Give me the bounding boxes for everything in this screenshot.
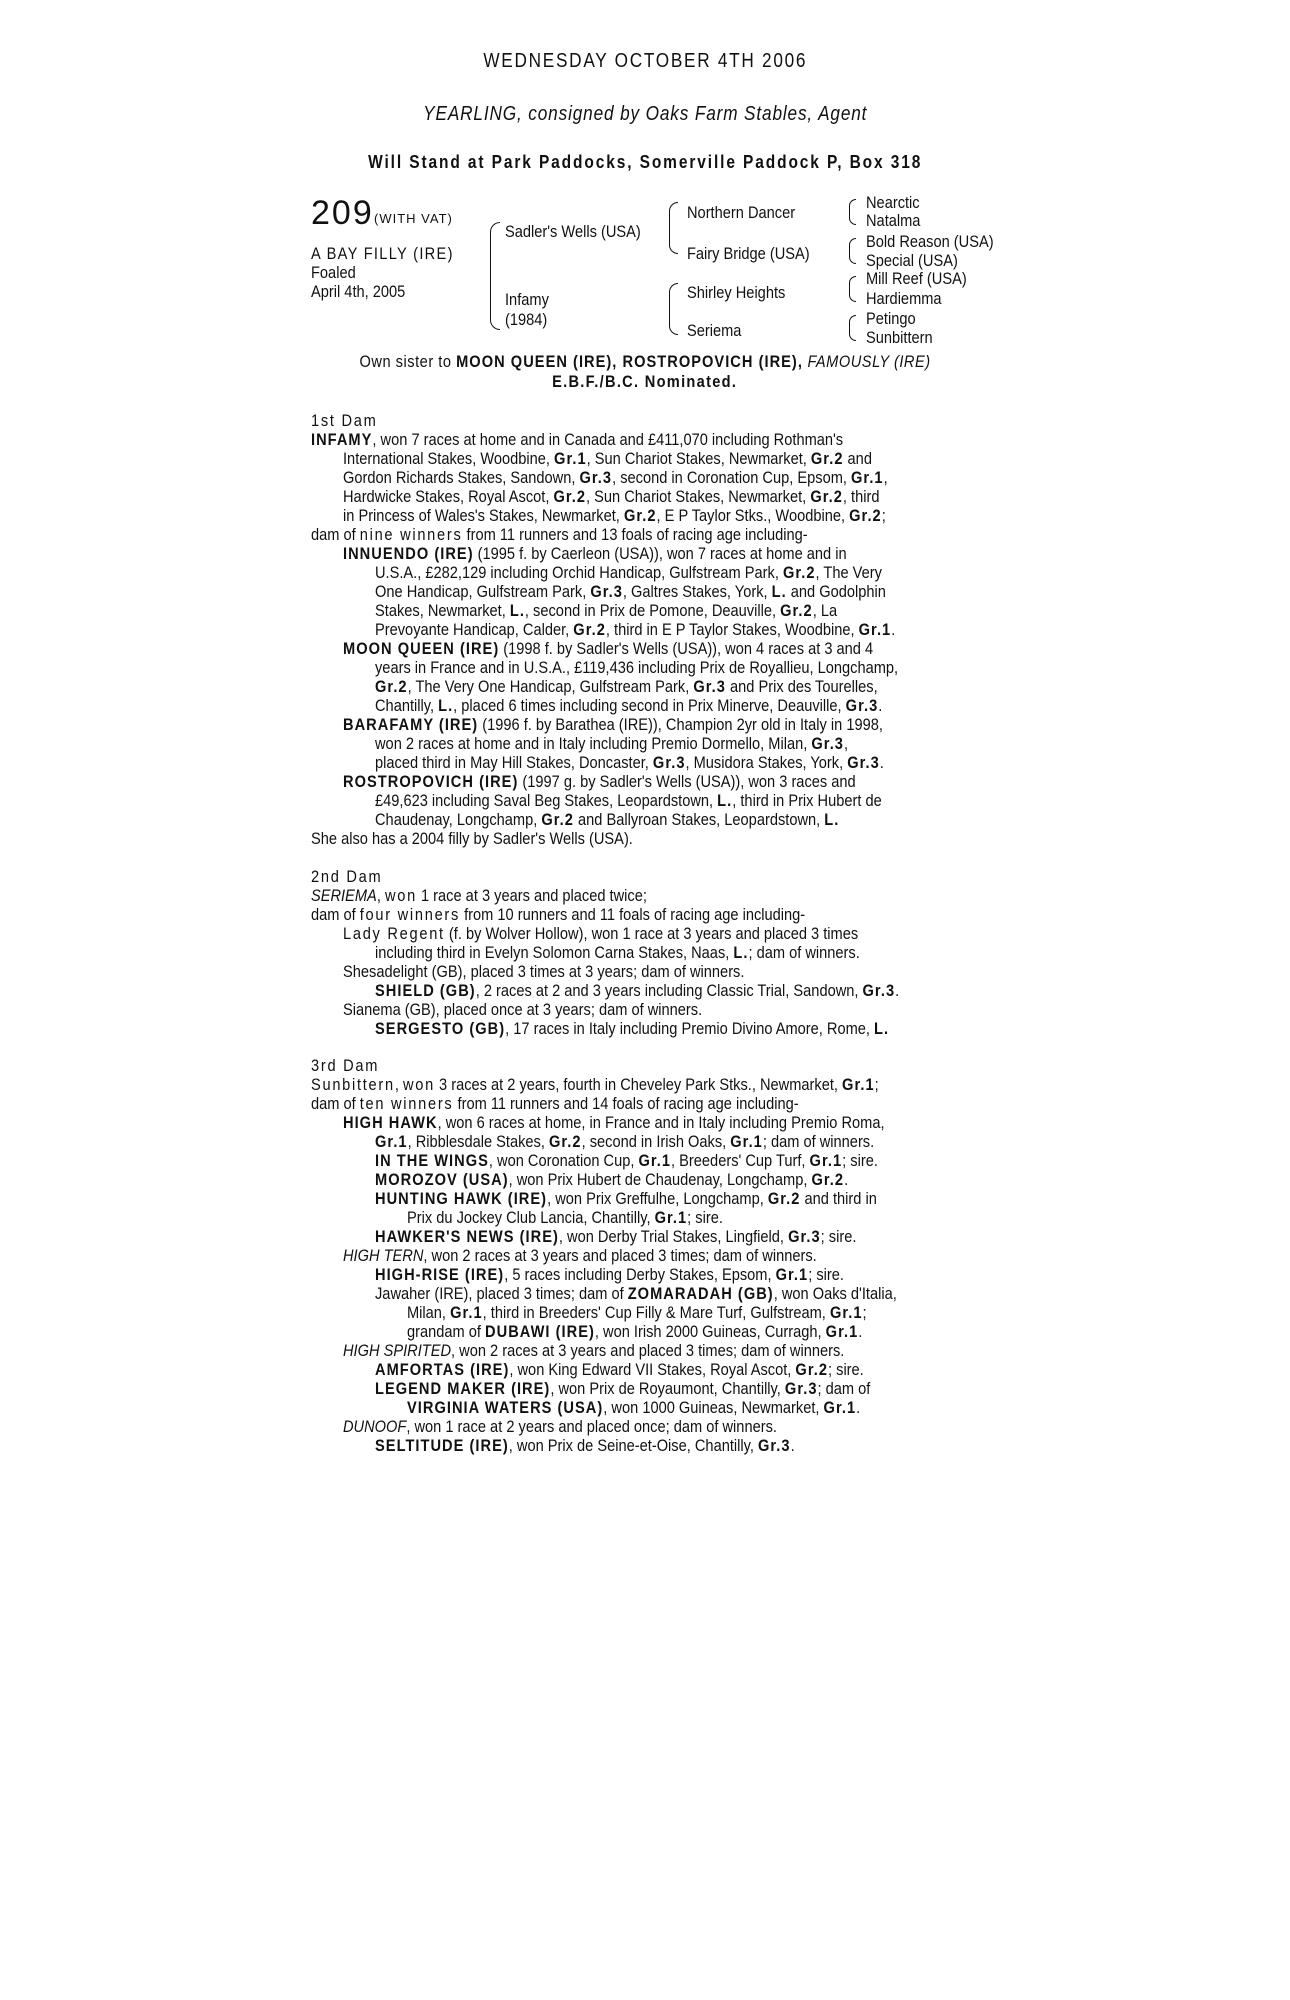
text-segment: . (856, 1398, 861, 1417)
text-segment: Gr.3 (788, 1227, 821, 1246)
text-segment: , Musidora Stakes, York, (685, 753, 848, 772)
ancestor-nearctic: Nearctic (866, 193, 920, 212)
text-segment: , won 1 race at 2 years and placed once; dam of winners. (406, 1417, 777, 1436)
text-segment: £49,623 including Saval Beg Stakes, Leopardstown, (375, 791, 718, 810)
pedigree-text-line (375, 582, 886, 601)
text-segment: L. (771, 582, 787, 601)
pedigree-text-line (311, 829, 633, 848)
dam-dam-name: Seriema (687, 321, 742, 340)
ancestor-special: Special (USA) (866, 251, 958, 270)
text-segment: . (844, 1170, 849, 1189)
text-segment: years in France and in U.S.A., £119,436 including Prix de Royallieu, Longchamp, (375, 658, 899, 677)
text-segment: SERIEMA (311, 886, 377, 905)
text-segment: . (879, 753, 884, 772)
text-segment: Sianema (GB), placed once at 3 years; dam of winners. (343, 1000, 703, 1019)
pedigree-text-line (375, 1132, 874, 1151)
text-segment: Shesadelight (GB), placed 3 times at 3 years; dam of winners. (343, 962, 745, 981)
text-segment: ; (874, 1075, 879, 1094)
text-segment: , Sun Chariot Stakes, Newmarket, (586, 449, 811, 468)
text-segment: won (384, 886, 417, 905)
text-segment: Gr.3 (652, 753, 686, 772)
text-segment: placed third in May Hill Stakes, Doncaster, (375, 753, 653, 772)
text-segment: Gr.1 (654, 1208, 688, 1227)
text-segment: , placed 6 times including second in Prix Minerve, Deauville, (453, 696, 846, 715)
text-segment: Gordon Richards Stakes, Sandown, (343, 468, 580, 487)
text-segment: Gr.3 (845, 696, 879, 715)
text-segment: dam of (311, 525, 360, 544)
pedigree-text-line (375, 1265, 844, 1284)
text-segment: Gr.3 (757, 1436, 791, 1455)
own-sister-note: Own sister to MOON QUEEN (IRE), ROSTROPOVICH (IRE), FAMOUSLY (IRE) (359, 352, 931, 371)
text-segment: , 17 races in Italy including Premio Divino Amore, Rome, (505, 1019, 875, 1038)
text-segment: Gr.2 (810, 449, 844, 468)
text-segment: MOROZOV (USA) (375, 1170, 509, 1189)
text-segment: nine winners (359, 525, 463, 544)
pedigree-text-line (343, 487, 879, 506)
text-segment: , won 7 races at home and in Canada and £411,070 including Rothman's (372, 430, 844, 449)
text-segment: , (883, 468, 888, 487)
text-segment: . (895, 981, 900, 1000)
pedigree-text-line (311, 905, 805, 924)
text-segment: Sunbittern (311, 1075, 395, 1094)
text-segment: Gr.1 (825, 1322, 859, 1341)
text-segment: U.S.A., £282,129 including Orchid Handicap, Gulfstream Park, (375, 563, 783, 582)
text-segment: , third in Breeders' Cup Filly & Mare Turf, Gulfstream, (482, 1303, 830, 1322)
grand-bracket-2 (849, 238, 856, 264)
pedigree-text-line (375, 677, 878, 696)
text-segment: Gr.1 (375, 1132, 408, 1151)
text-segment: (f. by Wolver Hollow), won 1 race at 3 years and placed 3 times (444, 924, 859, 943)
text-segment: She also has a 2004 filly by Sadler's Wells (USA). (311, 829, 633, 848)
ancestor-petingo: Petingo (866, 309, 916, 328)
text-segment: International Stakes, Woodbine, (343, 449, 555, 468)
text-segment: (1996 f. by Barathea (IRE)), Champion 2yr old in Italy in 1998, (478, 715, 883, 734)
text-segment: SHIELD (GB) (375, 981, 476, 1000)
ancestor-hardiemma: Hardiemma (866, 289, 942, 308)
text-segment: VIRGINIA WATERS (USA) (407, 1398, 604, 1417)
text-segment: ten winners (359, 1094, 454, 1113)
text-segment: Prevoyante Handicap, Calder, (375, 620, 574, 639)
pedigree-text-line (343, 1246, 817, 1265)
pedigree-text-line (375, 734, 848, 753)
text-segment: Gr.2 (849, 506, 882, 525)
pedigree-text-line (375, 620, 895, 639)
text-segment: , La (812, 601, 838, 620)
foaled-date: April 4th, 2005 (311, 282, 406, 301)
text-segment: Hardwicke Stakes, Royal Ascot, (343, 487, 554, 506)
pedigree-text-line (375, 563, 882, 582)
text-segment: dam of (311, 1094, 360, 1113)
text-segment: and (843, 449, 872, 468)
first-dam-heading: 1st Dam (311, 411, 378, 430)
text-segment: , third in Prix Hubert de (732, 791, 882, 810)
text-segment: HIGH TERN (343, 1246, 424, 1265)
pedigree-text-line (343, 1417, 777, 1436)
text-segment: Gr.1 (823, 1398, 857, 1417)
text-segment: Gr.1 (450, 1303, 483, 1322)
pedigree-text-line (311, 1075, 879, 1094)
pedigree-text-line (375, 1284, 897, 1303)
text-segment: Gr.2 (782, 563, 816, 582)
sire-sire-name: Northern Dancer (687, 203, 796, 222)
text-segment: , second in Irish Oaks, (581, 1132, 731, 1151)
nomination-note: E.B.F./B.C. Nominated. (552, 372, 738, 391)
text-segment: BARAFAMY (IRE) (343, 715, 479, 734)
text-segment: Gr.1 (730, 1132, 763, 1151)
text-segment: Gr.1 (842, 1075, 875, 1094)
text-segment: , (843, 734, 849, 753)
text-segment: won (402, 1075, 435, 1094)
text-segment: (1995 f. by Caerleon (USA)), won 7 races at home and in (473, 544, 847, 563)
text-segment: Jawaher (IRE), placed 3 times; dam of (375, 1284, 628, 1303)
dam-bracket (669, 283, 678, 335)
text-segment: Gr.3 (579, 468, 613, 487)
text-segment: , won Prix Greffulhe, Longchamp, (547, 1189, 768, 1208)
text-segment: , The Very (815, 563, 882, 582)
pedigree-text-line (311, 430, 843, 449)
text-segment: Gr.2 (573, 620, 606, 639)
text-segment: SELTITUDE (IRE) (375, 1436, 509, 1455)
horse-description: A BAY FILLY (IRE) (311, 244, 454, 263)
dam-sire-name: Shirley Heights (687, 283, 786, 302)
text-segment: ; sire. (828, 1360, 864, 1379)
text-segment: ; dam of winners. (748, 943, 860, 962)
sire-bracket (669, 202, 678, 254)
text-segment: INFAMY (311, 430, 373, 449)
text-segment: HUNTING HAWK (IRE) (375, 1189, 548, 1208)
pedigree-text-line (343, 1000, 702, 1019)
text-segment: HAWKER'S NEWS (IRE) (375, 1227, 559, 1246)
text-segment: L. (733, 943, 749, 962)
pedigree-text-line (375, 1189, 877, 1208)
text-segment: Gr.3 (811, 734, 844, 753)
pedigree-text-line (343, 772, 856, 791)
pedigree-text-line (343, 449, 872, 468)
text-segment: Gr.2 (795, 1360, 829, 1379)
text-segment: . (878, 696, 883, 715)
pedigree-text-line (343, 1341, 844, 1360)
pedigree-text-line (375, 943, 860, 962)
text-segment: , second in Coronation Cup, Epsom, (612, 468, 852, 487)
text-segment: , won 1000 Guineas, Newmarket, (603, 1398, 824, 1417)
text-segment: , (376, 886, 385, 905)
text-segment: L. (824, 810, 840, 829)
text-segment: four winners (359, 905, 461, 924)
text-segment: , Galtres Stakes, York, (622, 582, 772, 601)
text-segment: ; sire. (687, 1208, 723, 1227)
text-segment: , Sun Chariot Stakes, Newmarket, (586, 487, 811, 506)
text-segment: Gr.1 (638, 1151, 672, 1170)
text-segment: Gr.2 (623, 506, 657, 525)
sire-name: Sadler's Wells (USA) (505, 222, 641, 241)
text-segment: DUNOOF (343, 1417, 407, 1436)
text-segment: HIGH SPIRITED (343, 1341, 452, 1360)
pedigree-text-line (311, 525, 808, 544)
grand-bracket-4 (849, 315, 856, 341)
pedigree-text-line (375, 791, 882, 810)
text-segment: IN THE WINGS (375, 1151, 489, 1170)
text-segment: , won Coronation Cup, (488, 1151, 639, 1170)
text-segment: , E P Taylor Stks., Woodbine, (656, 506, 850, 525)
text-segment: , won 2 races at 3 years and placed 3 times; dam of winners. (451, 1341, 845, 1360)
text-segment: , (394, 1075, 403, 1094)
pedigree-text-line (343, 1113, 885, 1132)
ancestor-sunbittern: Sunbittern (866, 328, 933, 347)
text-segment: won 2 races at home and in Italy including Premio Dormello, Milan, (375, 734, 812, 753)
pedigree-text-line (407, 1322, 862, 1341)
text-segment: L. (438, 696, 454, 715)
text-segment: Gr.1 (809, 1151, 843, 1170)
grand-bracket-1 (849, 199, 856, 225)
text-segment: , won Prix de Seine-et-Oise, Chantilly, (508, 1436, 758, 1455)
pedigree-text-line (375, 1170, 848, 1189)
text-segment: , 5 races including Derby Stakes, Epsom, (504, 1265, 776, 1284)
text-segment: , won 2 races at 3 years and placed 3 times; dam of winners. (423, 1246, 817, 1265)
text-segment: HIGH-RISE (IRE) (375, 1265, 505, 1284)
pedigree-text-line (375, 658, 898, 677)
lot-number: 209 (311, 194, 374, 232)
second-dam-heading: 2nd Dam (311, 867, 383, 886)
pedigree-text-line (343, 544, 847, 563)
text-segment: Milan, (407, 1303, 451, 1322)
text-segment: ; sire. (820, 1227, 857, 1246)
foaled-label: Foaled (311, 263, 356, 282)
pedigree-text-line (343, 962, 744, 981)
text-segment: HIGH HAWK (343, 1113, 438, 1132)
text-segment: ; dam of winners. (762, 1132, 875, 1151)
text-segment: , won King Edward VII Stakes, Royal Ascot, (509, 1360, 796, 1379)
pedigree-text-line (311, 886, 647, 905)
sale-date: WEDNESDAY OCTOBER 4TH 2006 (483, 50, 807, 72)
text-segment: DUBAWI (IRE) (485, 1322, 595, 1341)
text-segment: Gr.3 (862, 981, 896, 1000)
pedigree-text-line (343, 924, 858, 943)
text-segment: dam of (311, 905, 360, 924)
text-segment: . (790, 1436, 795, 1455)
text-segment: Gr.2 (548, 1132, 582, 1151)
pedigree-text-line (375, 1360, 864, 1379)
text-segment: Gr.2 (811, 1170, 845, 1189)
text-segment: SERGESTO (GB) (375, 1019, 506, 1038)
text-segment: One Handicap, Gulfstream Park, (375, 582, 591, 601)
text-segment: ; dam of (817, 1379, 871, 1398)
text-segment: Gr.3 (784, 1379, 818, 1398)
text-segment: , won 6 races at home, in France and in Italy including Premio Roma, (437, 1113, 885, 1132)
grand-bracket-3 (849, 276, 856, 302)
text-segment: Gr.3 (847, 753, 880, 772)
text-segment: from 11 runners and 14 foals of racing age including- (453, 1094, 799, 1113)
text-segment: ; sire. (842, 1151, 878, 1170)
text-segment: L. (717, 791, 733, 810)
pedigree-text-line (343, 468, 888, 487)
text-segment: 1 race at 3 years and placed twice; (416, 886, 647, 905)
pedigree-text-line (375, 601, 837, 620)
text-segment: Gr.2 (767, 1189, 801, 1208)
pedigree-text-line (375, 810, 839, 829)
text-segment: and Ballyroan Stakes, Leopardstown, (573, 810, 825, 829)
text-segment: Stakes, Newmarket, (375, 601, 510, 620)
pedigree-text-line (407, 1398, 860, 1417)
dam-year: (1984) (505, 310, 548, 329)
text-segment: ZOMARADAH (GB) (627, 1284, 774, 1303)
text-segment: from 11 runners and 13 foals of racing age including- (462, 525, 808, 544)
stand-location: Will Stand at Park Paddocks, Somerville Paddock P, Box 318 (367, 152, 923, 172)
text-segment: , The Very One Handicap, Gulfstream Park, (407, 677, 694, 696)
text-segment: including third in Evelyn Solomon Carna Stakes, Naas, (375, 943, 734, 962)
text-segment: , third (842, 487, 880, 506)
pedigree-text-line (375, 1019, 889, 1038)
text-segment: , won Prix Hubert de Chaudenay, Longchamp, (508, 1170, 812, 1189)
text-segment: and Godolphin (786, 582, 886, 601)
text-segment: and Prix des Tourelles, (725, 677, 878, 696)
pedigree-text-line (375, 1379, 870, 1398)
ancestor-bold-reason: Bold Reason (USA) (866, 232, 994, 251)
pedigree-text-line (375, 1436, 795, 1455)
pedigree-text-line (375, 1151, 878, 1170)
text-segment: AMFORTAS (IRE) (375, 1360, 510, 1379)
text-segment: , won Irish 2000 Guineas, Curragh, (594, 1322, 826, 1341)
text-segment: , won Derby Trial Stakes, Lingfield, (558, 1227, 789, 1246)
text-segment: L. (509, 601, 525, 620)
ancestor-mill-reef: Mill Reef (USA) (866, 269, 967, 288)
dam-name: Infamy (505, 290, 549, 309)
text-segment: Gr.3 (693, 677, 726, 696)
text-segment: and third in (800, 1189, 877, 1208)
consignment-line: YEARLING, consigned by Oaks Farm Stables, Agent (422, 103, 868, 125)
pedigree-text-line (407, 1208, 723, 1227)
text-segment: ; (881, 506, 886, 525)
text-segment: Prix du Jockey Club Lancia, Chantilly, (407, 1208, 655, 1227)
text-segment: (1998 f. by Sadler's Wells (USA)), won 4 races at 3 and 4 (499, 639, 874, 658)
text-segment: in Princess of Wales's Stakes, Newmarket, (343, 506, 624, 525)
text-segment: grandam of (407, 1322, 486, 1341)
text-segment: , won Prix de Royaumont, Chantilly, (550, 1379, 785, 1398)
text-segment: from 10 runners and 11 foals of racing age including- (460, 905, 806, 924)
vat-label: (WITH VAT) (374, 211, 453, 226)
text-segment: . (858, 1322, 863, 1341)
pedigree-text-line (343, 639, 873, 658)
text-segment: ROSTROPOVICH (IRE) (343, 772, 519, 791)
text-segment: Gr.2 (810, 487, 843, 506)
text-segment: , second in Prix de Pomone, Deauville, (524, 601, 781, 620)
text-segment: Gr.2 (375, 677, 408, 696)
text-segment: Gr.2 (780, 601, 813, 620)
text-segment: Gr.1 (858, 620, 892, 639)
text-segment: Chantilly, (375, 696, 439, 715)
pedigree-text-line (375, 696, 882, 715)
text-segment: Gr.2 (541, 810, 574, 829)
text-segment: , Ribblesdale Stakes, (407, 1132, 549, 1151)
text-segment: Gr.1 (554, 449, 587, 468)
text-segment: LEGEND MAKER (IRE) (375, 1379, 551, 1398)
text-segment: , won Oaks d'Italia, (773, 1284, 897, 1303)
pedigree-text-line (311, 1094, 799, 1113)
third-dam-heading: 3rd Dam (311, 1056, 380, 1075)
text-segment: Lady Regent (343, 924, 445, 943)
text-segment: Gr.1 (829, 1303, 863, 1322)
text-segment: Chaudenay, Longchamp, (375, 810, 542, 829)
text-segment: (1997 g. by Sadler's Wells (USA)), won 3 races and (518, 772, 856, 791)
text-segment: ; sire. (808, 1265, 844, 1284)
text-segment: , 2 races at 2 and 3 years including Classic Trial, Sandown, (475, 981, 863, 1000)
pedigree-text-line (343, 506, 886, 525)
pedigree-text-line (407, 1303, 867, 1322)
text-segment: MOON QUEEN (IRE) (343, 639, 500, 658)
text-segment: ; (862, 1303, 867, 1322)
text-segment: , third in E P Taylor Stakes, Woodbine, (605, 620, 859, 639)
text-segment: 3 races at 2 years, fourth in Cheveley Park Stks., Newmarket, (434, 1075, 843, 1094)
pedigree-text-line (375, 1227, 856, 1246)
text-segment: INNUENDO (IRE) (343, 544, 474, 563)
text-segment: Gr.3 (590, 582, 623, 601)
ancestor-natalma: Natalma (866, 211, 921, 230)
pedigree-bracket (490, 222, 500, 330)
text-segment: Gr.1 (851, 468, 884, 487)
text-segment: , Breeders' Cup Turf, (671, 1151, 810, 1170)
pedigree-text-line (343, 715, 883, 734)
text-segment: Gr.1 (775, 1265, 809, 1284)
text-segment: . (891, 620, 896, 639)
pedigree-text-line (375, 753, 884, 772)
sire-dam-name: Fairy Bridge (USA) (687, 244, 810, 263)
pedigree-text-line (375, 981, 899, 1000)
text-segment: L. (874, 1019, 890, 1038)
text-segment: Gr.2 (553, 487, 587, 506)
